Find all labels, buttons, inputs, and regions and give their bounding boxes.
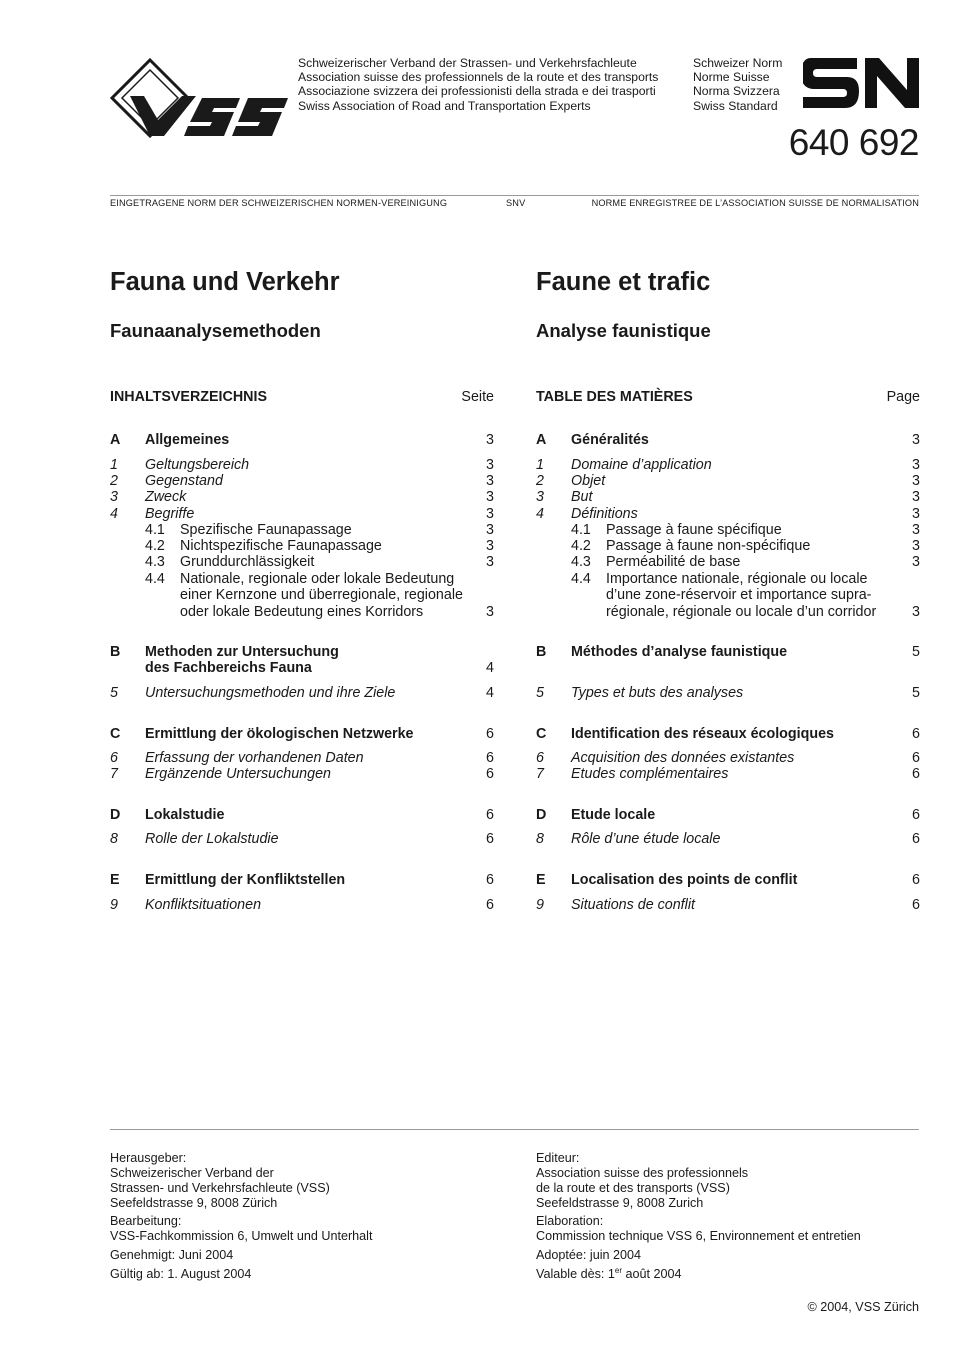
vss-logo-icon [110,58,290,140]
norm-name: Swiss Standard [693,98,778,113]
toc-number: 5 [536,685,544,701]
toc-page-number: 6 [486,897,494,913]
editing-de [110,1214,372,1244]
toc-number: 7 [110,766,118,782]
toc-title: Types et buts des analyses [571,685,744,701]
toc-title: Rolle der Lokalstudie [145,831,279,847]
toc-number: 4.1 [145,522,165,538]
toc-number: 9 [110,897,118,913]
toc-title: régionale, régionale ou locale d’un corridor [606,603,877,620]
toc-title: Nationale, regionale oder lokale Bedeutung [180,571,455,587]
toc-page-number: 3 [486,473,494,489]
org-line: Schweizerischer Verband der Strassen- und Verkehrsfachleute [298,56,637,70]
toc-number: D [110,807,121,823]
toc-number: 4.4 [571,571,591,587]
toc-page-number: 3 [486,522,494,538]
norm-number: 640 692 [788,122,919,163]
toc-page-number: 3 [486,554,494,570]
toc-title: Spezifische Faunapassage [180,522,352,538]
editing-line: Commission technique VSS 6, Environnement et entretien [536,1229,861,1243]
toc-page-label: Seite [461,389,494,405]
header-divider [110,195,919,196]
toc-number: 8 [110,831,118,847]
toc-header [110,389,494,405]
toc-page-number: 6 [486,766,494,782]
copyright: © 2004, VSS Zürich [807,1300,919,1314]
toc-title: d’une zone-réservoir et importance supra- [606,587,872,604]
toc-page-number: 6 [486,872,494,888]
publisher-label: Editeur: [536,1151,580,1165]
page-title: Fauna und Verkehr [110,268,340,296]
toc-page-number: 3 [912,554,920,570]
toc-title: Konfliktsituationen [145,897,262,913]
toc-title: Localisation des points de conflit [571,872,798,888]
toc-page-number: 3 [912,506,920,522]
toc-number: C [110,726,121,742]
norm-name: Norme Suisse [693,70,770,85]
page-subtitle: Analyse faunistique [536,320,711,341]
valid-suffix: août 2004 [622,1267,682,1281]
valid-sup: er [614,1265,623,1275]
toc-number: C [536,726,547,742]
toc-page-number: 3 [486,457,494,473]
toc-number: 3 [536,489,544,505]
toc-title: Nichtspezifische Faunapassage [180,538,382,554]
toc-number: 4.3 [145,554,165,570]
toc-page-number: 6 [912,750,920,766]
toc-title: Méthodes d’analyse faunistique [571,644,788,660]
toc-page-number: 3 [486,432,494,448]
toc-title: Ermittlung der ökologischen Netzwerke [145,726,414,742]
toc-page-number: 6 [912,897,920,913]
snv-label: SNV [506,198,526,208]
toc-title: Gegenstand [145,473,223,489]
toc-title: Lokalstudie [145,807,225,823]
org-line: Swiss Association of Road and Transportation Experts [298,98,591,113]
toc-heading: TABLE DES MATIÈRES [536,389,693,405]
toc-number: 4.2 [571,538,591,554]
toc-title: Situations de conflit [571,897,695,913]
toc-page-number: 6 [912,872,920,888]
toc-page-number: 5 [912,685,920,701]
toc-page-number: 5 [912,644,920,660]
toc-page-number: 4 [486,685,494,701]
toc-number: B [110,644,121,660]
toc-page-label: Page [886,389,920,405]
toc-number: A [110,432,121,448]
valid-prefix: Valable dès: 1 [536,1267,615,1281]
toc-title: But [571,489,593,505]
approved-date-de: Genehmigt: Juni 2004 [110,1248,234,1262]
toc-title: Rôle d’une étude locale [571,831,721,847]
toc-title: Importance nationale, régionale ou locale [606,571,868,587]
sn-logo-icon [803,58,919,108]
toc-page-number: 3 [912,432,920,448]
toc-title: Begriffe [145,506,195,522]
toc-title: Ergänzende Untersuchungen [145,766,331,782]
toc-title: Identification des réseaux écologiques [571,726,834,742]
editing-label: Elaboration: [536,1214,604,1228]
toc-title: Etudes complémentaires [571,766,729,782]
toc-number: 2 [536,473,544,489]
editing-fr [536,1214,861,1244]
valid-date-de: Gültig ab: 1. August 2004 [110,1267,252,1281]
toc-heading: INHALTSVERZEICHNIS [110,389,268,405]
approved-date-fr: Adoptée: juin 2004 [536,1248,642,1262]
editing-line: VSS-Fachkommission 6, Umwelt und Unterhalt [110,1229,373,1243]
toc-title: Grunddurchlässigkeit [180,554,315,570]
toc-number: 8 [536,831,544,847]
toc-number: 4 [536,506,544,522]
org-line: Association suisse des professionnels de la route et des transports [298,70,659,85]
toc-number: 9 [536,897,544,913]
publisher-line: Seefeldstrasse 9, 8008 Zürich [110,1196,278,1210]
toc-number: A [536,432,547,448]
publisher-de [110,1151,330,1211]
toc-page-number: 6 [486,831,494,847]
toc-number: 2 [110,473,118,489]
toc-title: Geltungsbereich [145,457,250,473]
toc-title: Acquisition des données existantes [571,750,795,766]
footer-divider [110,1129,919,1130]
toc-number: 1 [536,457,544,473]
toc-header [536,389,920,405]
toc-number: 4.1 [571,522,591,538]
publisher-line: de la route et des transports (VSS) [536,1181,730,1195]
norm-type-names [693,56,782,113]
valid-date-fr [536,1267,682,1282]
toc-number: D [536,807,547,823]
norm-name: Norma Svizzera [693,84,780,99]
toc-number: E [110,872,120,888]
publisher-line: Strassen- und Verkehrsfachleute (VSS) [110,1181,330,1195]
toc-title: Généralités [571,432,649,448]
editing-label: Bearbeitung: [110,1214,182,1228]
registered-norm-fr: NORME ENREGISTREE DE L’ASSOCIATION SUISSE DE NORMALISATION [591,198,919,208]
toc-number: 6 [536,750,544,766]
publisher-line: Schweizerischer Verband der [110,1166,274,1180]
toc-page-number: 3 [486,603,494,620]
toc-title: Etude locale [571,807,656,823]
toc-page-number: 3 [912,457,920,473]
publisher-line: Association suisse des professionnels [536,1166,749,1180]
toc-page-number: 3 [912,538,920,554]
toc-title: des Fachbereichs Fauna [145,660,312,677]
toc-number: 4.2 [145,538,165,554]
toc-number: 4 [110,506,118,522]
org-line: Associazione svizzera dei professionisti della strada e dei trasporti [298,84,656,99]
toc-title: Erfassung der vorhandenen Daten [145,750,364,766]
toc-title: Passage à faune spécifique [606,522,782,538]
page-title: Faune et trafic [536,268,711,296]
toc-title: Zweck [145,489,187,505]
toc-page-number: 3 [486,538,494,554]
toc-title: Domaine d’application [571,457,712,473]
toc-page-number: 6 [912,766,920,782]
toc-page-number: 3 [486,489,494,505]
toc-number: 7 [536,766,544,782]
toc-number: B [536,644,547,660]
toc-page-number: 6 [486,750,494,766]
publisher-line: Seefeldstrasse 9, 8008 Zurich [536,1196,704,1210]
toc-title: Objet [571,473,606,489]
toc-title: Untersuchungsmethoden und ihre Ziele [145,685,396,701]
toc-title: Allgemeines [145,432,230,448]
norm-name: Schweizer Norm [693,56,783,70]
page-subtitle: Faunaanalysemethoden [110,320,321,341]
toc-number: E [536,872,546,888]
toc-page-number: 6 [912,807,920,823]
toc-number: 3 [110,489,118,505]
publisher-fr [536,1151,748,1211]
toc-title: Perméabilité de base [606,554,741,570]
toc-page-number: 6 [486,726,494,742]
toc-page-number: 3 [912,489,920,505]
toc-page-number: 3 [912,603,920,620]
toc-number: 5 [110,685,118,701]
toc-title: einer Kernzone und überregionale, regionale [180,587,463,604]
toc-number: 4.3 [571,554,591,570]
toc-page-number: 6 [912,726,920,742]
toc-number: 1 [110,457,118,473]
toc-number: 4.4 [145,571,165,587]
toc-page-number: 6 [912,831,920,847]
toc-page-number: 3 [912,473,920,489]
organisation-names [298,56,658,113]
toc-title: Ermittlung der Konfliktstellen [145,872,346,888]
publisher-label: Herausgeber: [110,1151,187,1165]
toc-title: Methoden zur Untersuchung [145,644,339,660]
toc-title: oder lokale Bedeutung eines Korridors [180,603,424,620]
registered-norm-de: EINGETRAGENE NORM DER SCHWEIZERISCHEN NORMEN-VEREINIGUNG [110,198,448,208]
toc-page-number: 3 [912,522,920,538]
toc-page-number: 3 [486,506,494,522]
toc-title: Passage à faune non-spécifique [606,538,811,554]
toc-page-number: 6 [486,807,494,823]
toc-title: Définitions [571,506,638,522]
toc-page-number: 4 [486,660,494,677]
toc-number: 6 [110,750,118,766]
